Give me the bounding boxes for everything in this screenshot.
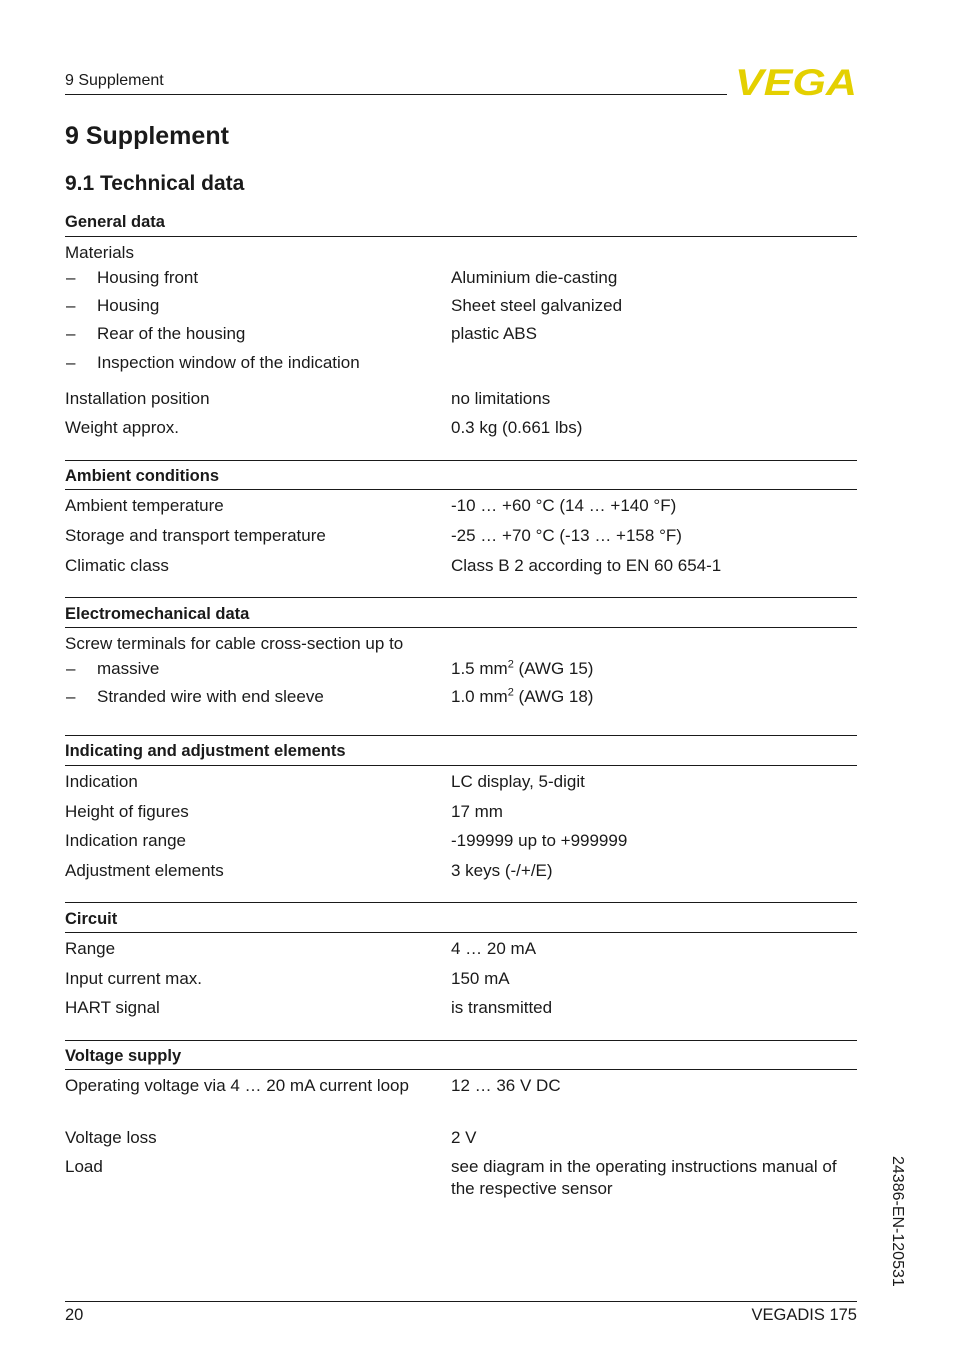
electromech-title: Electromechanical data — [65, 605, 250, 623]
page-number: 20 — [65, 1306, 84, 1324]
voltage-loss-value: 2 V — [451, 1128, 477, 1147]
weight-label: Weight approx. — [65, 418, 180, 437]
input-current-label: Input current max. — [65, 969, 203, 988]
housing-value: Sheet steel galvanized — [451, 296, 623, 315]
installation-label: Installation position — [65, 389, 210, 408]
section-rule — [65, 932, 857, 933]
svg-text:VEGA: VEGA — [735, 66, 857, 98]
section-rule — [65, 902, 857, 903]
voltage-loss-label: Voltage loss — [65, 1128, 157, 1147]
installation-value: no limitations — [451, 389, 551, 408]
list-dash: – — [66, 268, 76, 287]
section-rule — [65, 460, 857, 461]
operating-voltage-label: Operating voltage via 4 … 20 mA current loop — [65, 1076, 409, 1095]
running-header: 9 Supplement — [65, 72, 164, 89]
general-data-title: General data — [65, 213, 165, 231]
load-value: see diagram in the operating instructions manual of the respective sensor — [451, 1157, 837, 1198]
indication-range-value: -199999 up to +999999 — [451, 831, 628, 850]
section-rule — [65, 236, 857, 237]
housing-front-value: Aluminium die-casting — [451, 268, 618, 287]
header-rule — [65, 94, 727, 95]
screw-terminals-label: Screw terminals for cable cross-section up to — [65, 634, 404, 653]
massive-label: massive — [97, 659, 160, 678]
list-dash: – — [66, 659, 76, 678]
product-name: VEGADIS 175 — [751, 1306, 857, 1324]
massive-value: 1.5 $mm^2$ (AWG 15) — [451, 658, 594, 678]
storage-temp-label: Storage and transport temperature — [65, 526, 326, 545]
rear-label: Rear of the housing — [97, 324, 246, 343]
indicating-title: Indicating and adjustment elements — [65, 742, 346, 760]
section-rule — [65, 1040, 857, 1041]
height-value: 17 mm — [451, 802, 503, 821]
height-label: Height of figures — [65, 802, 189, 821]
vega-logo — [735, 66, 859, 98]
list-dash: – — [66, 296, 76, 315]
list-dash: – — [66, 687, 76, 706]
indication-range-label: Indication range — [65, 831, 186, 850]
window-label: Inspection window of the indication — [97, 353, 360, 372]
climatic-value: Class B 2 according to EN 60 654-1 — [451, 556, 722, 575]
stranded-value: 1.0 $mm^2$ (AWG 18) — [451, 686, 594, 706]
housing-front-label: Housing front — [97, 268, 199, 287]
document-code: 24386-EN-120531 — [889, 1156, 906, 1287]
indication-value: LC display, 5-digit — [451, 772, 585, 791]
section-rule — [65, 489, 857, 490]
footer-rule — [65, 1301, 857, 1302]
climatic-label: Climatic class — [65, 556, 169, 575]
hart-value: is transmitted — [451, 998, 553, 1017]
section-rule — [65, 765, 857, 766]
input-current-value: 150 mA — [451, 969, 510, 988]
section-rule — [65, 627, 857, 628]
ambient-temp-value: -10 … +60 °C (14 … +140 °F) — [451, 496, 677, 515]
chapter-title: 9 Supplement — [65, 122, 229, 150]
section-rule — [65, 597, 857, 598]
operating-voltage-value: 12 … 36 V DC — [451, 1076, 561, 1095]
stranded-label: Stranded wire with end sleeve — [97, 687, 324, 706]
ambient-title: Ambient conditions — [65, 467, 219, 485]
list-dash: – — [66, 324, 76, 343]
section-rule — [65, 1069, 857, 1070]
load-label: Load — [65, 1157, 103, 1176]
housing-label: Housing — [97, 296, 160, 315]
rear-value: plastic ABS — [451, 324, 537, 343]
hart-label: HART signal — [65, 998, 160, 1017]
materials-label: Materials — [65, 243, 134, 262]
circuit-title: Circuit — [65, 910, 118, 928]
list-dash: – — [66, 353, 76, 372]
section-title: 9.1 Technical data — [65, 172, 245, 195]
range-value: 4 … 20 mA — [451, 939, 537, 958]
range-label: Range — [65, 939, 116, 958]
weight-value: 0.3 kg (0.661 lbs) — [451, 418, 583, 437]
voltage-title: Voltage supply — [65, 1047, 182, 1065]
adjustment-value: 3 keys (-/+/E) — [451, 861, 553, 880]
indication-label: Indication — [65, 772, 138, 791]
ambient-temp-label: Ambient temperature — [65, 496, 224, 515]
adjustment-label: Adjustment elements — [65, 861, 224, 880]
storage-temp-value: -25 … +70 °C (-13 … +158 °F) — [451, 526, 682, 545]
section-rule — [65, 735, 857, 736]
